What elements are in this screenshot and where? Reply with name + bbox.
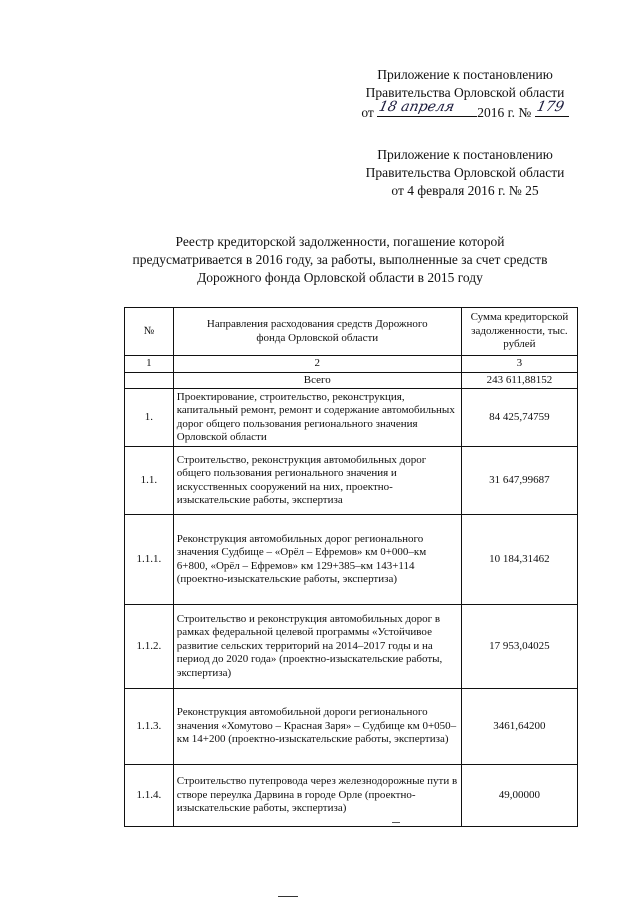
table-row <box>125 689 578 765</box>
col-index-2: 2 <box>173 356 461 373</box>
header-sum: Сумма кредиторской задолженности, тыс. рублей <box>461 308 577 356</box>
date-line-2: от 4 февраля 2016 г. № 25 <box>391 183 539 198</box>
column-index-row <box>125 356 578 373</box>
handwritten-date: 18 апреля <box>377 99 456 115</box>
table-row <box>125 765 578 827</box>
table-row <box>125 447 578 515</box>
government-line: Правительства Орловской области <box>365 85 565 100</box>
row-num: 1.1.4. <box>125 765 174 827</box>
registry-title <box>60 233 620 287</box>
row-num: 1.1. <box>125 447 174 515</box>
table-row <box>125 605 578 689</box>
year-part: 2016 г. № <box>477 105 532 120</box>
row-num: 1.1.2. <box>125 605 174 689</box>
appendix-line: Приложение к постановлению <box>377 67 553 82</box>
appendix-line-2: Приложение к постановлению <box>377 147 553 162</box>
row-text: Строительство, реконструкция автомобильных дорог общего пользования регионального значения и искусственных сооружений на них, проектно-изыскательские работы, экспертиза <box>173 447 461 515</box>
title-line-1: Реестр кредиторской задолженности, погашение которой <box>175 234 505 249</box>
row-sum: 10 184,31462 <box>461 515 577 605</box>
original-resolution-header <box>340 146 590 200</box>
row-sum: 17 953,04025 <box>461 605 577 689</box>
row-num: 1. <box>125 389 174 447</box>
page-footer-mark <box>278 896 298 897</box>
table-row <box>125 515 578 605</box>
government-line-2: Правительства Орловской области <box>365 165 565 180</box>
col-index-3: 3 <box>461 356 577 373</box>
handwritten-number: 179 <box>534 99 566 115</box>
row-num: 1.1.1. <box>125 515 174 605</box>
total-value: 243 611,88152 <box>461 372 577 389</box>
table-row <box>125 389 578 447</box>
row-num: 1.1.3. <box>125 689 174 765</box>
row-sum: 84 425,74759 <box>461 389 577 447</box>
resolution-header <box>340 66 590 122</box>
row-text: Строительство путепровода через железнодорожные пути в створе переулка Дарвина в городе Орле (проектно-изыскательские работы, экспертиза) <box>173 765 461 827</box>
row-sum: 49,00000 <box>461 765 577 827</box>
row-sum: 3461,64200 <box>461 689 577 765</box>
header-direction: Направления расходования средств Дорожного фонда Орловской области <box>173 308 461 356</box>
title-line-3: Дорожного фонда Орловской области в 2015 году <box>197 270 483 285</box>
row-text: Проектирование, строительство, реконструкция, капитальный ремонт, ремонт и содержание автомобильных дорог общего пользования регионального значения Орловской области <box>173 389 461 447</box>
debt-registry-table <box>124 307 578 827</box>
header-num: № <box>125 308 174 356</box>
total-row <box>125 372 578 389</box>
row-text: Реконструкция автомобильных дорог регионального значения Судбище – «Орёл – Ефремов» км 0+000–км 6+800, «Орёл – Ефремов» км 129+385–км 143+114 (проектно-изыскательские работы, экспертиза) <box>173 515 461 605</box>
table-header-row <box>125 308 578 356</box>
date-line <box>340 99 590 122</box>
row-text: Реконструкция автомобильной дороги регионального значения «Хомутово – Красная Заря» – Судбище км 0+050–км 14+200 (проектно-изыскательские работы, экспертиза) <box>173 689 461 765</box>
scan-mark <box>392 822 400 823</box>
title-line-2: предусматривается в 2016 году, за работы, выполненные за счет средств <box>132 252 548 267</box>
date-prefix: от <box>361 105 374 120</box>
row-sum: 31 647,99687 <box>461 447 577 515</box>
row-text: Строительство и реконструкция автомобильных дорог в рамках федеральной целевой программы «Устойчивое развитие сельских территорий на 2014–2017 годы и на период до 2020 года» (проектно-изыскательские работы, экспертиза) <box>173 605 461 689</box>
col-index-1: 1 <box>125 356 174 373</box>
total-label: Всего <box>173 372 461 389</box>
